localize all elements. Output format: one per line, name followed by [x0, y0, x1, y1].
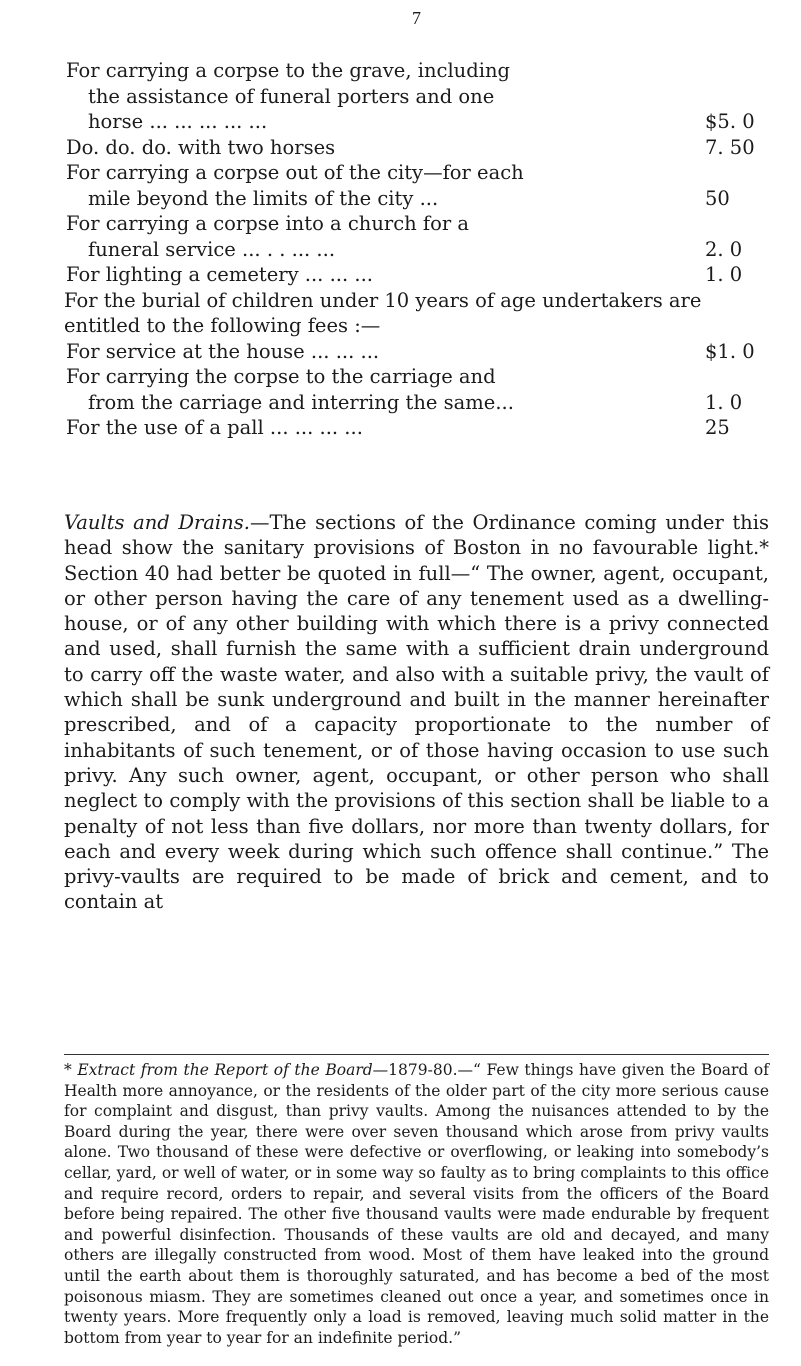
- fee-row: [66, 58, 769, 135]
- footnote-rule: [64, 1054, 769, 1055]
- fee-amount: 1. 0: [705, 390, 743, 414]
- fee-description: [66, 211, 705, 262]
- fee-amount: $1. 0: [705, 339, 755, 363]
- fee-description-line: For the use of a pall ... ... ... ...: [66, 416, 363, 439]
- fee-amount: $5. 0: [705, 110, 755, 133]
- fee-description-line: For carrying a corpse to the grave, including: [66, 59, 511, 82]
- vaults-and-drains-paragraph: [64, 510, 769, 915]
- fee-description-line: For carrying a corpse into a church for a: [66, 212, 469, 235]
- fee-amount: 2. 0: [705, 237, 743, 261]
- fee-amount: 7. 50: [705, 135, 755, 159]
- fee-description-line: funeral service ... . . ... ...: [88, 237, 336, 261]
- fee-row: [66, 211, 769, 262]
- fee-description: [66, 58, 705, 135]
- footnote: [64, 1060, 769, 1348]
- fee-description: [66, 415, 705, 441]
- fee-description-line: horse ... ... ... ... ...: [88, 110, 268, 133]
- fee-amount: 50: [705, 186, 730, 210]
- fee-description-line: For lighting a cemetery ... ... ...: [66, 263, 373, 286]
- fee-description: [66, 364, 705, 415]
- fee-description: [66, 339, 705, 365]
- fee-amount: 25: [705, 416, 730, 439]
- fee-description: [66, 262, 705, 288]
- fee-description-line: the assistance of funeral porters and one: [88, 84, 495, 108]
- fee-description-line: For carrying a corpse out of the city—for each: [66, 161, 524, 184]
- fee-description: [66, 160, 705, 211]
- page-number: 7: [412, 8, 421, 28]
- section-heading: Vaults and Drains.: [64, 511, 250, 534]
- fee-description-line: For carrying the corpse to the carriage and: [66, 365, 496, 388]
- fee-row: [66, 135, 769, 161]
- fee-row: [66, 262, 769, 288]
- footnote-marker: *: [64, 1061, 78, 1079]
- footnote-text: —1879-80.—“ Few things have given the Board of Health more annoyance, or the residents of the older part of the city more serious cause for complaint and disgust, than privy vaults. Among the nuisances attended to by the Board during the year, there were over seven thousand which arose from privy vaults alone. Two thousand of these were defective or overflowing, or leaking into somebody’s cellar, yard, or well of water, or in some way so faulty as to bring complaints to this office and require record, orders to repair, and several visits from the officers of the Board before being repaired. The other five thousand vaults were made endurable by frequent and powerful disinfection. Thousands of these vaults are old and decayed, and many others are illegally constructed from wood. Most of them have leaked into the ground until the earth about them is thoroughly saturated, and has become a bed of the most poisonous miasm. They are sometimes cleaned out once a year, and sometimes once in twenty years. More frequently only a load is removed, leaving much solid matter in the bottom from year to year for an indefinite period.”: [64, 1061, 769, 1347]
- fee-amount: 1. 0: [705, 263, 743, 286]
- fee-description-line: For service at the house ... ... ...: [66, 339, 380, 363]
- book-page: [64, 0, 769, 1366]
- section-text: —The sections of the Ordinance coming under this head show the sanitary provisions of Boston in no favourable light.* Section 40 had better be quoted in full—“ The owner, agent, occupant, or other person having the care of any tenement used as a dwelling-house, or of any other building with which there is a privy connected and used, shall furnish the same with a sufficient drain underground to carry off the waste water, and also with a suitable privy, the vault of which shall be sunk underground and built in the manner hereinafter prescribed, and of a capacity proportionate to the number of inhabitants of such tenement, or of those having occasion to use such privy. Any such owner, agent, occupant, or other person who shall neglect to comply with the provisions of this section shall be liable to a penalty of not less than five dollars, nor more than twenty dollars, for each and every week during which such offence shall continue.” The privy-vaults are required to be made of brick and cement, and to contain at: [64, 511, 769, 914]
- fee-row: [66, 364, 769, 415]
- fee-description-line: Do. do. do. with two horses: [66, 135, 336, 159]
- fee-description: [66, 135, 705, 161]
- fee-table: [64, 58, 769, 441]
- fee-description-line: from the carriage and interring the same...: [88, 390, 514, 414]
- children-fee-list: [64, 339, 769, 441]
- fee-row: [66, 415, 769, 441]
- fee-description-line: mile beyond the limits of the city ...: [88, 186, 439, 210]
- children-fees-intro: For the burial of children under 10 years of age undertakers are entitled to the following fees :—: [64, 288, 702, 337]
- adult-fee-list: [64, 58, 769, 288]
- fee-row: [66, 339, 769, 365]
- footnote-source: Extract from the Report of the Board: [77, 1061, 373, 1079]
- fee-row: [66, 160, 769, 211]
